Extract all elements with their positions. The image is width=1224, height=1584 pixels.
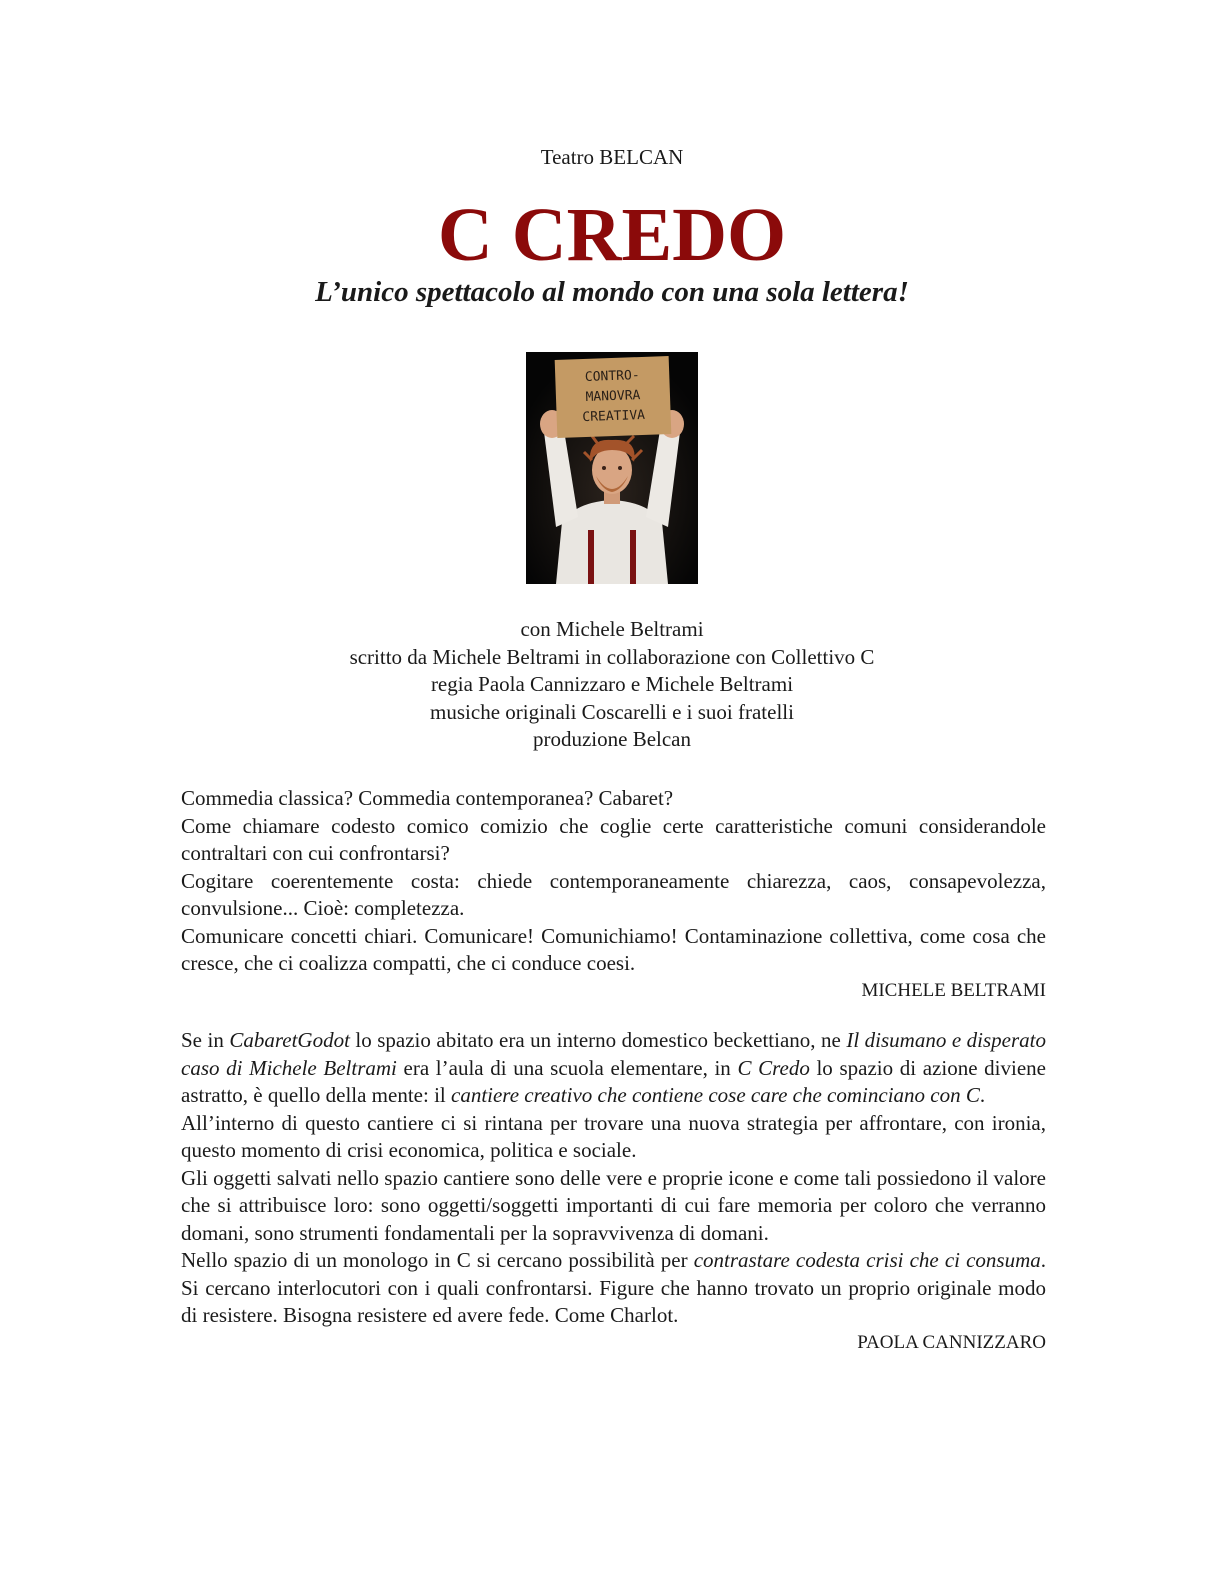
credit-direction: regia Paola Cannizzaro e Michele Beltrami xyxy=(430,672,794,696)
text-run: era l’aula di una scuola elementare, in xyxy=(396,1055,738,1080)
director-note-paragraph xyxy=(181,1247,1046,1330)
director-note-paragraph xyxy=(181,1027,1046,1110)
text-run: . Si cercano interlocutori con i quali confrontarsi. Figure che hanno trovato un proprio originale modo di resistere. Bisogna resistere ed avere fede. Come Charlot. xyxy=(181,1248,1046,1327)
credit-cast: con Michele Beltrami xyxy=(520,617,704,641)
director-note-paragraph: All’interno di questo cantiere ci si rintana per trovare una nuova strategia per affrontare, con ironia, questo momento di crisi economica, politica e sociale. xyxy=(181,1110,1046,1162)
text-run: Se in xyxy=(181,1028,230,1052)
sign-line-1: CONTRO- xyxy=(584,368,640,385)
show-subtitle: L’unico spettacolo al mondo con una sola lettera! xyxy=(315,276,909,308)
venue-name: Teatro BELCAN xyxy=(540,145,684,169)
author-note-paragraph: Comunicare concetti chiari. Comunicare! Comunichiamo! Contaminazione collettiva, come cosa che cresce, che ci coalizza compatti, che ci conduce coesi. xyxy=(181,923,1046,975)
text-run: lo spazio di azione diviene astratto, è quello della mente: il xyxy=(181,1055,1046,1107)
text-run: lo spazio abitato era un interno domestico beckettiano, ne xyxy=(349,1028,847,1052)
author-signature: MICHELE BELTRAMI xyxy=(861,979,1046,1001)
author-note xyxy=(181,785,1046,1004)
show-title: C CREDO xyxy=(437,193,787,277)
director-signature: PAOLA CANNIZZARO xyxy=(857,1331,1046,1353)
text-run: . xyxy=(979,1083,986,1107)
credit-music: musiche originali Coscarelli e i suoi fratelli xyxy=(430,699,794,724)
performer-photo-illustration xyxy=(526,352,698,584)
author-note-paragraph: Cogitare coerentemente costa: chiede contemporaneamente chiarezza, caos, consapevolezza, convulsione... Cioè: completezza. xyxy=(181,868,1046,920)
italic-run: Il disumano e disperato caso di Michele Beltrami xyxy=(181,1028,1047,1080)
italic-run: CabaretGodot xyxy=(229,1028,350,1052)
italic-run: contrastare codesta crisi che ci consuma xyxy=(693,1248,1041,1272)
text-run: Nello spazio di un monologo in C si cercano possibilità per xyxy=(181,1248,694,1272)
credit-production: produzione Belcan xyxy=(532,727,692,751)
sign-line-2: MANOVRA xyxy=(585,388,641,405)
credit-writer: scritto da Michele Beltrami in collaborazione con Collettivo C xyxy=(349,644,875,669)
author-note-paragraph: Come chiamare codesto comico comizio che coglie certe caratteristiche comuni considerandole contraltari con cui confrontarsi? xyxy=(181,813,1046,865)
italic-run: C Credo xyxy=(737,1055,810,1080)
director-note xyxy=(181,1027,1046,1356)
italic-run: cantiere creativo che contiene cose care che cominciano con C xyxy=(451,1083,980,1107)
sign-line-3: CREATIVA xyxy=(582,407,646,426)
director-note-paragraph: Gli oggetti salvati nello spazio cantiere sono delle vere e proprie icone e come tali possiedono il valore che si attribuisce loro: sono oggetti/soggetti importanti di cui fare memoria per coloro che verranno domani, sono strumenti fondamentali per la sopravvivenza di domani. xyxy=(181,1165,1046,1245)
author-note-paragraph: Commedia classica? Commedia contemporanea? Cabaret? xyxy=(181,786,674,810)
credits-block xyxy=(0,616,1224,754)
performer-photo xyxy=(526,352,698,584)
